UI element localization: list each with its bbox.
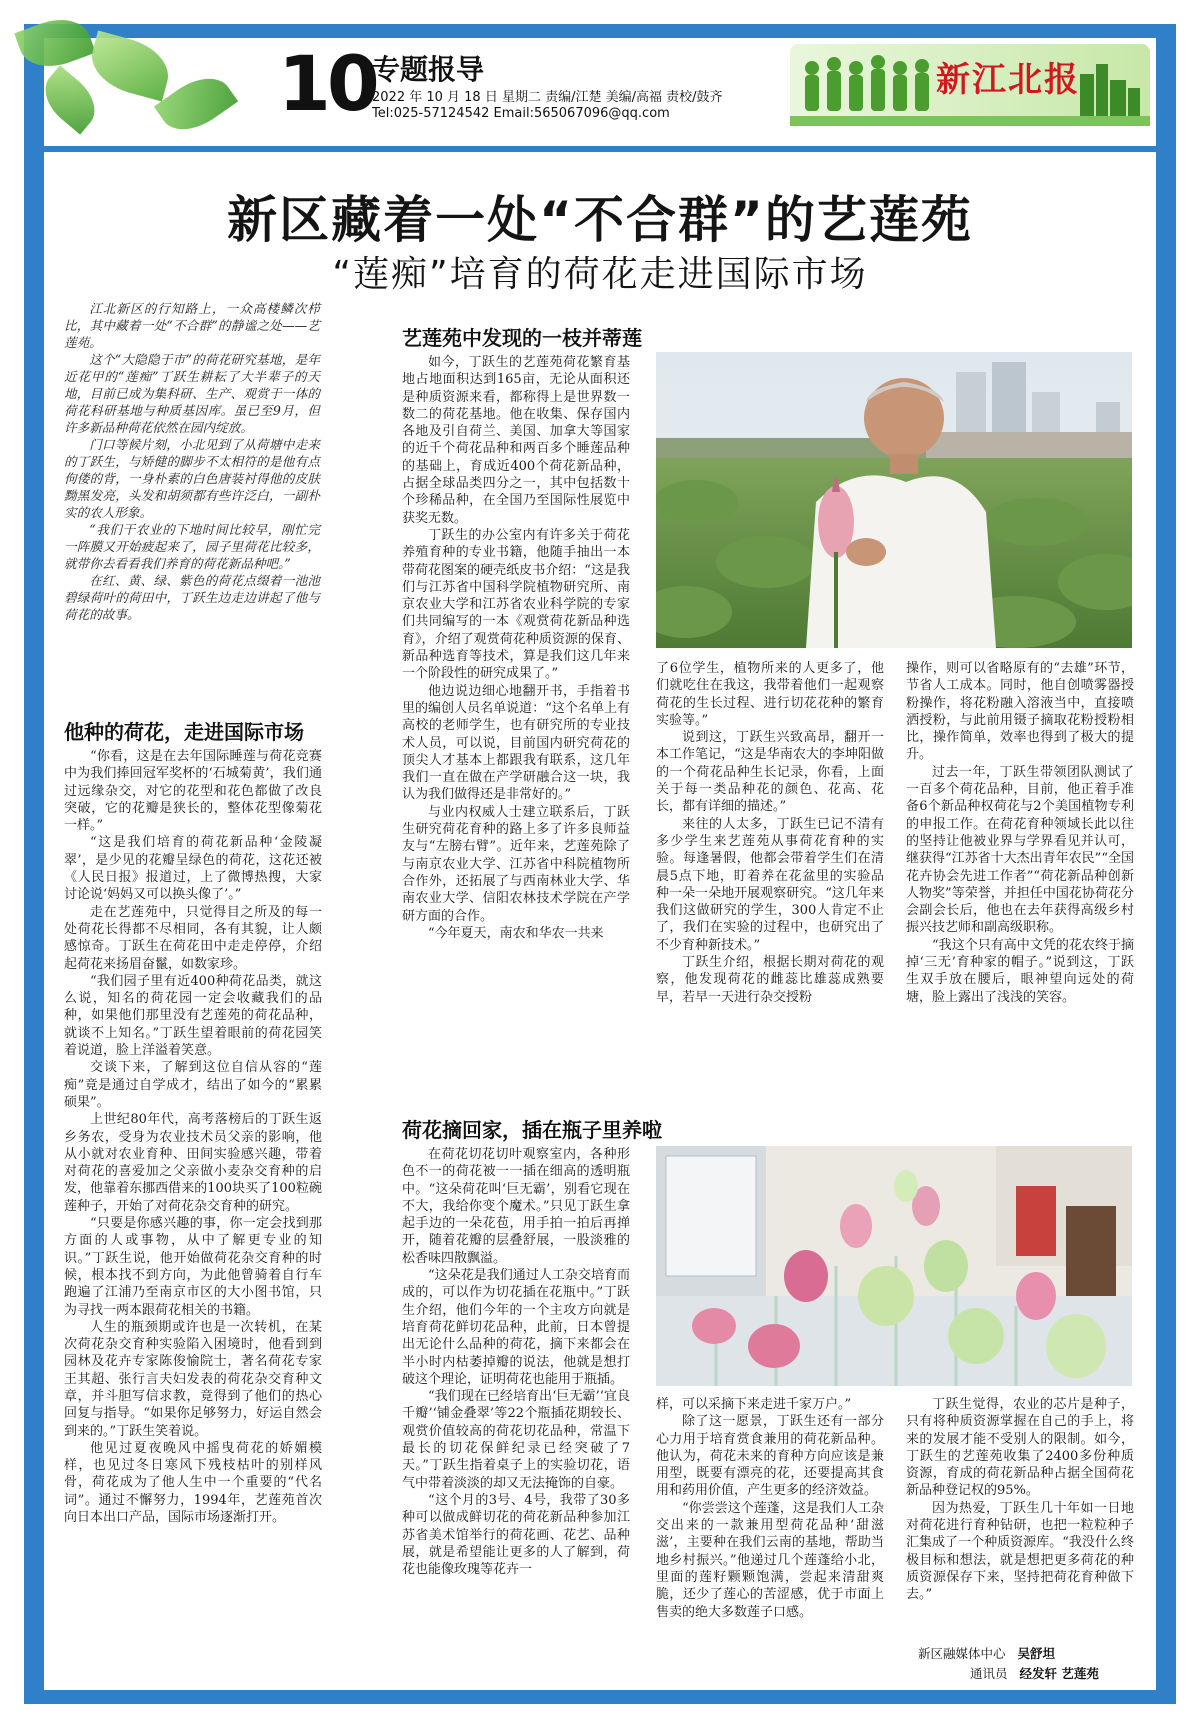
contact-line: Tel:025-57124542 Email:565067096@qq.com	[372, 106, 670, 121]
article-title: 新区藏着一处“不合群”的艺莲苑	[227, 191, 973, 249]
body-paragraph: “我们现在已经培育出‘巨无霸’‘宜良千瓣’‘铺金叠翠’等22个瓶插花期较长、观赏价值较高的荷花切花品种，常温下最长的切花保鲜纪录已经突破了7天。”丁跃生指着桌子上的实验切花，语气中带着淡淡的却又无法掩饰的自豪。	[402, 1389, 630, 1491]
body-paragraph: 交谈下来，了解到这位自信从容的“莲痴”竟是通过自学成才，结出了如今的“累累硕果”。	[64, 1060, 322, 1110]
lead-paragraph: 这个“大隐隐于市”的荷花研究基地，是年近花甲的“莲痴”丁跃生耕耘了大半辈子的天地，目前已成为集科研、生产、观赏于一体的荷花科研基地与种质基因库。虽已至9月，但许多新品种荷花依然在园内绽放。	[64, 352, 320, 435]
byline-name: 经发轩 艺莲苑	[1019, 1666, 1099, 1681]
body-paragraph: 过去一年，丁跃生带领团队测试了一百多个荷花品种，目前，他正着手准备6个新品种权荷花与2个美国植物专利的申报工作。在荷花育种领域长此以往的坚持让他被业界与学界看见并认可，继获得“江苏省十大杰出青年农民”“全国花卉协会先进工作者”“荷花新品种创新人物奖”等荣誉，并担任中国花协荷花分会副会长后，他也在去年获得高级乡村振兴技艺师和副高级职称。	[906, 764, 1134, 936]
body-paragraph: 因为热爱，丁跃生几十年如一日地对荷花进行育种钻研，也把一粒粒种子汇集成了一个种质资源库。“我没什么终极目标和想法，就是想把更多荷花的种质资源保存下来，坚持把荷花育种做下去。”	[906, 1500, 1134, 1603]
body-paragraph: “这是我们培育的荷花新品种‘金陵凝翠’，是少见的花瓣呈绿色的荷花，这花还被《人民日报》报道过，上了微博热搜，大家讨论说‘妈妈又可以换头像了’。”	[64, 835, 322, 903]
photo-lotus-in-vases	[656, 1146, 1132, 1386]
article-lead	[64, 300, 320, 623]
body-paragraph: “我这个只有高中文凭的花农终于摘掉‘三无’育种家的帽子。”说到这，丁跃生双手放在腰后，眼神望向远处的荷塘，脸上露出了浅浅的笑容。	[906, 937, 1134, 1005]
section3-column-a	[402, 1146, 630, 1578]
section-heading: 他种的荷花，走进国际市场	[64, 720, 304, 744]
body-paragraph: “这朵花是我们通过人工杂交培育而成的，可以作为切花插在花瓶中。”丁跃生介绍，他们今年的一个主攻方向就是培育荷花鲜切花品种，此前，日本曾提出无论什么品种的荷花，摘下来都会在半小时内枯萎掉瓣的说法，他就是想打破这个理论，证明荷花也能用于瓶插。	[402, 1268, 630, 1387]
lead-paragraph: “我们干农业的下地时间比较早，刚忙完一阵膜又开始疲起来了，园子里荷花比较多，就带你去看看我们养育的荷花新品种吧。”	[64, 522, 320, 571]
body-paragraph: 丁跃生介绍，根据长期对荷花的观察，他发现荷花的雌蕊比雄蕊成熟要早，若早一天进行杂交授粉	[656, 955, 884, 1005]
body-paragraph: 说到这，丁跃生兴致高昂，翻开一本工作笔记，“这是华南农大的李坤阳做的一个荷花品种生长记录，你看，上面关于每一类品种花的颜色、花高、花长，都有详细的描述。”	[656, 730, 884, 815]
body-paragraph: “这个月的3号、4号，我带了30多种可以做成鲜切花的荷花新品种参加江苏省美术馆举行的荷花画、花艺、品种展，就是希望能让更多的人了解到，荷花也能像玫瑰等花卉一	[402, 1492, 630, 1578]
body-paragraph: “我们园子里有近400种荷花品类，就这么说，知名的荷花园一定会收藏我们的品种，如果他们那里没有艺莲苑的荷花品种，就谈不上知名。”丁跃生望着眼前的荷花园笑着说道，脸上洋溢着笑意。	[64, 973, 322, 1059]
section3-column-c	[906, 1396, 1134, 1604]
section2-column-c	[906, 660, 1134, 1006]
body-paragraph: 走在艺莲苑中，只觉得目之所及的每一处荷花长得都不尽相同，各有其貌，让人颇感惊奇。丁跃生在荷花田中走走停停，介绍起荷花来扬眉奋鬣，如数家珍。	[64, 904, 322, 972]
body-paragraph: 与业内权威人士建立联系后，丁跃生研究荷花育种的路上多了许多良师益友与“左膀右臂”。近年来，艺莲苑除了与南京农业大学、江苏省中科院植物所合作外，还拓展了与西南林业大学、华南农业大学、信阳农林技术学院在产学研方面的合作。	[402, 804, 630, 924]
masthead-logo: 新江北报	[936, 60, 1080, 100]
body-paragraph: 除了这一愿景，丁跃生还有一部分心力用于培育赏食兼用的荷花新品种。他认为，荷花未来的育种方向应该是兼用型，既要有漂亮的花，还要提高其食用和药用价值，产生更多的经济效益。	[656, 1414, 884, 1499]
page-number: 10	[278, 39, 376, 128]
byline-reporter	[918, 1644, 1055, 1662]
section-title: 专题报导	[372, 53, 485, 86]
body-paragraph: 他边说边细心地翻开书，手指着书里的编创人员名单说道：“这个名单上有高校的老师学生，也有研究所的专业技术人员，可以说，目前国内研究荷花的顶尖人才基本上都跟我有联系，这几年我们一直在做在产学研融合这一块，我认为我们做得还是非常好的。”	[402, 683, 630, 803]
body-paragraph: 他见过夏夜晚风中摇曳荷花的娇媚模样，也见过冬日寒风下残枝枯叶的别样风骨，荷花成为了他人生中一个重要的“代名词”。通过不懈努力，1994年，艺莲苑首次向日本出口产品，国际市场逐渐打开。	[64, 1440, 322, 1526]
byline-correspondent	[970, 1664, 1099, 1682]
lead-paragraph: 江北新区的行知路上，一众高楼鳞次栉比，其中藏着一处“不合群”的静谧之处——艺莲苑。	[64, 301, 320, 350]
body-paragraph: 在荷花切花切叶观察室内，各种形色不一的荷花被一一插在细高的透明瓶中。“这朵荷花叫‘巨无霸’，别看它现在不大，我给你变个魔术。”只见丁跃生拿起手边的一朵花苞，用手拍一拍后再掸开，随着花瓣的层叠舒展，一股淡雅的松香味四散飘溢。	[402, 1147, 630, 1266]
body-paragraph: “只要是你感兴趣的事，你一定会找到那方面的人或事物，从中了解更专业的知识。”丁跃生说，他开始做荷花杂交育种的时候，根本找不到方向，为此他曾骑着自行车跑遍了江浦乃至南京市区的大小图书馆，只为寻找一两本跟荷花相关的书籍。	[64, 1216, 322, 1318]
body-paragraph: 丁跃生觉得，农业的芯片是种子，只有将种质资源掌握在自己的手上，将来的发展才能不受别人的限制。如今，丁跃生的艺莲苑收集了2400多份种质资源，育成的荷花新品种占据全国荷花新品种登记权的95%。	[906, 1397, 1134, 1499]
body-paragraph: “今年夏天，南农和华农一共来	[428, 925, 604, 941]
section-heading: 艺莲苑中发现的一枝并蒂莲	[402, 326, 642, 350]
body-paragraph: “你尝尝这个莲蓬，这是我们人工杂交出来的一款兼用型荷花品种‘甜滋滋’，主要种在我们云南的基地，帮助当地乡村振兴。”他递过几个莲蓬给小北，里面的莲籽颗颗饱满，尝起来清甜爽脆，还少了莲心的苦涩感，优于市面上售卖的绝大多数莲子口感。	[656, 1500, 884, 1620]
section1-body	[64, 748, 322, 1526]
body-paragraph: 操作，则可以省略原有的“去雄”环节，节省人工成本。同时，他自创喷雾器授粉操作，将花粉融入溶液当中，直接喷洒授粉，与此前用镊子摘取花粉授粉相比，操作简单，效率也得到了极大的提升。	[906, 661, 1134, 763]
body-paragraph: 来往的人太多，丁跃生已记不清有多少学生来艺莲苑从事荷花育种的实验。每逢暑假，他都会带着学生们在清晨5点下地，盯着养在花盆里的实验品种一朵一朵地开展观察研究。“这几年来我们这做研究的学生，300人肯定不止了，我们在实验的过程中，也研究出了不少育种新技术。”	[656, 816, 884, 953]
section-heading: 荷花摘回家，插在瓶子里养啦	[402, 1118, 662, 1142]
section2-column-b	[656, 660, 884, 1006]
body-paragraph: 如今，丁跃生的艺莲苑荷花繁育基地占地面积达到165亩，无论从面积还是种质资源来看，都称得上是世界数一数二的荷花基地。他在收集、保存国内各地及引自荷兰、美国、加拿大等国家的近千个荷花品种和两百多个睡莲品种的基础上，育成近400个荷花新品种，占据全球品类四分之一，其中包括数十个珍稀品种，在全国乃至国际性展览中获奖无数。	[402, 355, 630, 526]
byline-label: 新区融媒体中心	[918, 1646, 1006, 1661]
body-paragraph: 丁跃生的办公室内有许多关于荷花养殖育种的专业书籍，他随手抽出一本带荷花图案的硬壳纸皮书介绍：“这是我们与江苏省中国科学院植物研究所、南京农业大学和江苏省农业科学院的专家们共同编写的一本《观赏荷花新品种选育》，介绍了观赏荷花种质资源的保育、新品种选育等技术，算是我们这几年来一个阶段性的研究成果了。”	[402, 527, 630, 682]
lead-paragraph: 在红、黄、绿、紫色的荷花点缀着一池池碧绿荷叶的荷田中，丁跃生边走边讲起了他与荷花的故事。	[64, 573, 320, 622]
article-subtitle: “莲痴”培育的荷花走进国际市场	[332, 254, 868, 295]
date-editor-line: 2022 年 10 月 18 日 星期二 责编/江楚 美编/高福 责校/鼓齐	[372, 90, 723, 105]
body-paragraph: “你看，这是在去年国际睡莲与荷花竞赛中为我们捧回冠军奖杯的‘石城菊黄’，我们通过远缘杂交，对它的花型和花色都做了改良突破，它的花瓣是狭长的，整体花型像菊花一样。”	[64, 749, 322, 834]
section2-column-a	[402, 354, 630, 942]
body-paragraph: 样，可以采摘下来走进千家万户。”	[656, 1397, 852, 1412]
body-paragraph: 了6位学生，植物所来的人更多了，他们就吃住在我这，我带着他们一起观察荷花的生长过程、进行切花花种的繁育实验等。”	[656, 661, 884, 728]
body-paragraph: 上世纪80年代，高考落榜后的丁跃生返乡务农，受身为农业技术员父亲的影响，他从小就对农业育种、田间实验感兴趣，带着对荷花的喜爱加之父亲做小麦杂交育种的启发，他靠着东挪西借来的100块买了100粒碗莲种子，开始了对荷花杂交育种的研究。	[64, 1112, 322, 1214]
section3-column-b	[656, 1396, 884, 1621]
byline-name: 吴舒坦	[1017, 1646, 1056, 1661]
body-paragraph: 人生的瓶颈期或许也是一次转机，在某次荷花杂交育种实验陷入困境时，他看到到园林及花卉专家陈俊愉院士，著名荷花专家王其超、张行言夫妇发表的荷花杂交育种文章，并斗胆写信求教，竟得到了他们的热心回复与指导。“如果你足够努力，好运自然会到来的。”丁跃生笑着说。	[64, 1319, 322, 1439]
byline-label: 通讯员	[970, 1666, 1008, 1681]
photo-man-with-lotus	[656, 352, 1132, 648]
lead-paragraph: 门口等候片刻，小北见到了从荷塘中走来的丁跃生，与矫健的脚步不太相符的是他有点佝偻的背，一身朴素的白色唐装衬得他的皮肤黝黑发亮，头发和胡须都有些许泛白，一副朴实的农人形象。	[64, 437, 320, 520]
